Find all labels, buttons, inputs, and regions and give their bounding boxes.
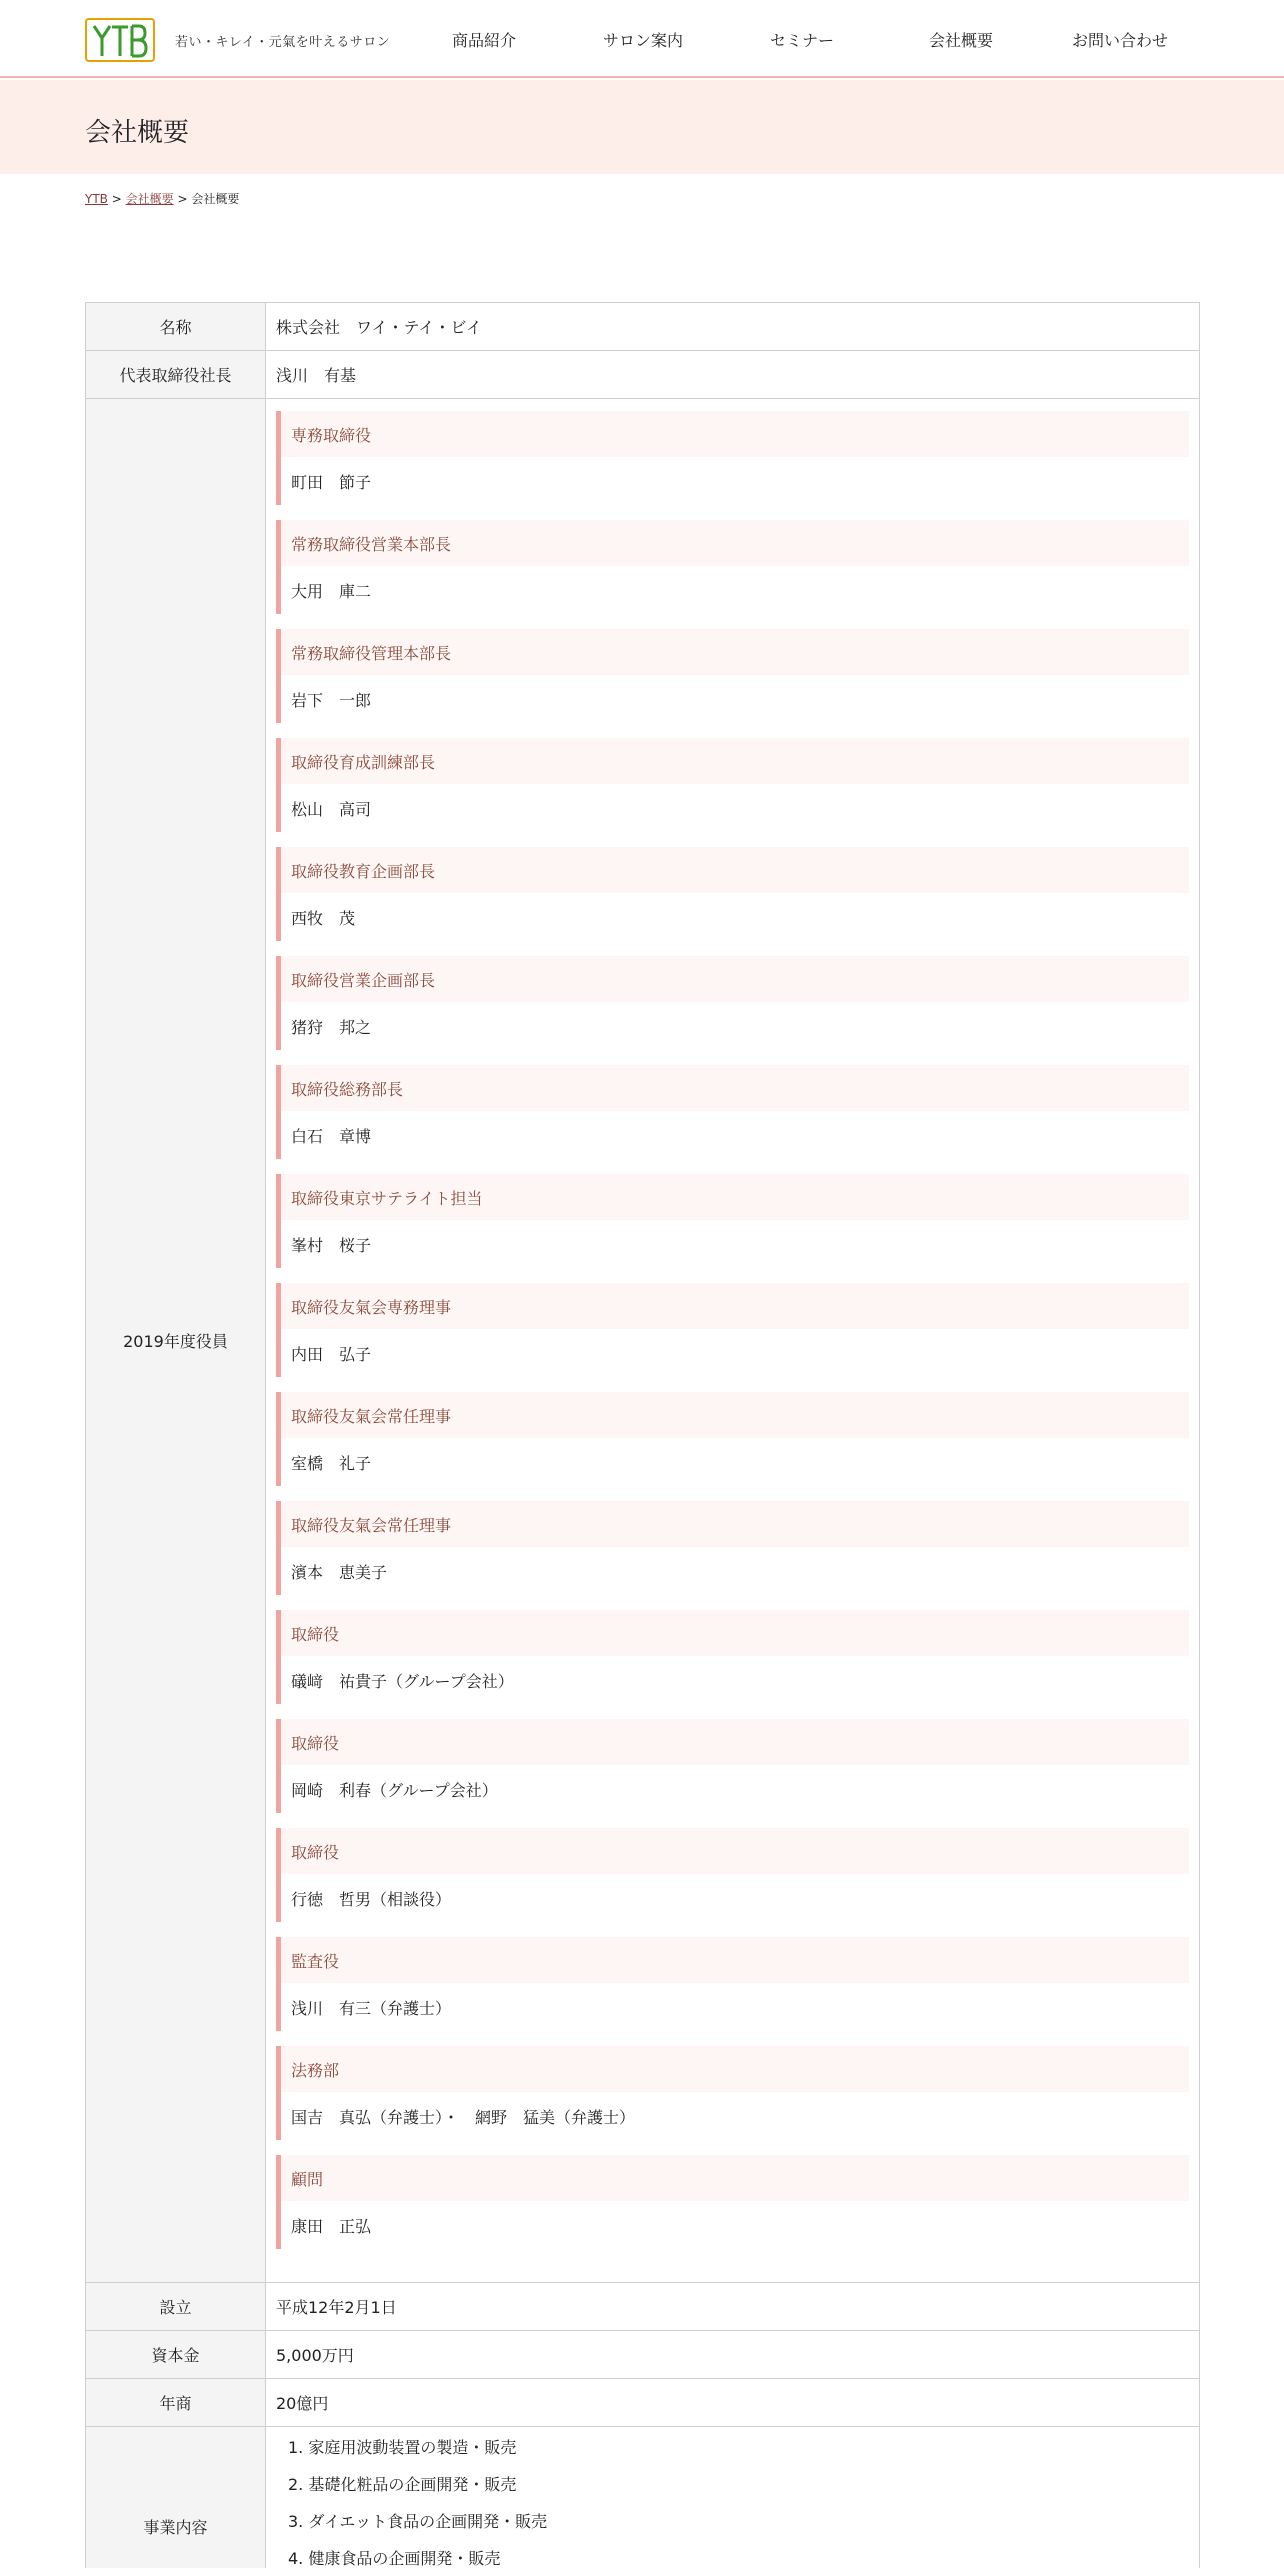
row-label-business: 事業内容: [86, 2427, 266, 2568]
officer-entry: [276, 956, 1189, 1050]
officer-role: 専務取締役: [281, 411, 1189, 457]
row-label-name: 名称: [86, 303, 266, 350]
officer-name: 行徳 哲男（相談役）: [291, 1889, 452, 1909]
officer-role: 取締役営業企画部長: [281, 956, 1189, 1002]
table-row: [86, 351, 1200, 399]
business-item: 1. 家庭用波動装置の製造・販売: [288, 2438, 517, 2457]
officer-name: 浅川 有三（弁護士）: [291, 1998, 452, 2018]
logo-mark-icon: [91, 22, 149, 58]
officer-entry: [276, 1392, 1189, 1486]
officer-role: 顧問: [281, 2155, 1189, 2201]
officer-name: 内田 弘子: [291, 1344, 372, 1364]
officer-entry: [276, 1937, 1189, 2031]
officer-name: 岩下 一郎: [291, 690, 372, 710]
officer-role: 取締役友氣会常任理事: [281, 1392, 1189, 1438]
business-item: 4. 健康食品の企画開発・販売: [288, 2549, 501, 2568]
company-name-value: 株式会社 ワイ・テイ・ビイ: [266, 303, 1200, 350]
breadcrumb-separator: >: [177, 192, 188, 206]
officer-role: 取締役育成訓練部長: [281, 738, 1189, 784]
breadcrumb-home-link[interactable]: YTB: [85, 192, 108, 206]
nav-contact[interactable]: お問い合わせ: [1072, 31, 1169, 50]
breadcrumb-parent-link[interactable]: 会社概要: [125, 192, 174, 206]
officer-role: 取締役東京サテライト担当: [281, 1174, 1189, 1220]
business-list: [266, 2427, 1200, 2568]
officer-role: 取締役教育企画部長: [281, 847, 1189, 893]
ceo-value: 浅川 有基: [266, 351, 1200, 398]
company-info-table: [85, 302, 1200, 2568]
revenue-value: 20億円: [266, 2379, 1200, 2426]
officer-entry: [276, 1065, 1189, 1159]
officer-entry: [276, 1174, 1189, 1268]
nav-products[interactable]: 商品紹介: [452, 31, 517, 50]
officer-name: 国吉 真弘（弁護士）・ 網野 猛美（弁護士）: [291, 2107, 636, 2127]
officer-role: 取締役: [281, 1610, 1189, 1656]
officer-role: 取締役: [281, 1828, 1189, 1874]
officer-name: 猪狩 邦之: [291, 1017, 372, 1037]
officer-name: 濱本 恵美子: [291, 1562, 388, 1582]
officer-name: 町田 節子: [291, 472, 372, 492]
officers-list: [266, 399, 1200, 2282]
site-header: [0, 0, 1284, 78]
officer-name: 大用 庫二: [291, 581, 372, 601]
row-label-ceo: 代表取締役社長: [86, 351, 266, 398]
officer-role: 法務部: [281, 2046, 1189, 2092]
breadcrumb-current: 会社概要: [191, 192, 240, 206]
table-row-officers: [86, 399, 1200, 2283]
officer-entry: [276, 411, 1189, 505]
officer-entry: [276, 2155, 1189, 2249]
page-title: 会社概要: [85, 118, 190, 148]
table-row: [86, 2283, 1200, 2331]
officer-name: 康田 正弘: [291, 2216, 372, 2236]
nav-salon[interactable]: サロン案内: [603, 31, 684, 50]
officer-role: 取締役友氣会常任理事: [281, 1501, 1189, 1547]
row-label-capital: 資本金: [86, 2331, 266, 2378]
page-title-band: [0, 80, 1284, 174]
officer-role: 監査役: [281, 1937, 1189, 1983]
officer-entry: [276, 1828, 1189, 1922]
officer-role: 取締役友氣会専務理事: [281, 1283, 1189, 1329]
founded-value: 平成12年2月1日: [266, 2283, 1200, 2330]
business-item: 2. 基礎化粧品の企画開発・販売: [288, 2475, 517, 2494]
officer-entry: [276, 847, 1189, 941]
site-tagline: 若い・キレイ・元氣を叶えるサロン: [175, 35, 391, 50]
officer-role: 常務取締役管理本部長: [281, 629, 1189, 675]
capital-value: 5,000万円: [266, 2331, 1200, 2378]
ytb-logo[interactable]: [85, 18, 155, 62]
officer-entry: [276, 1283, 1189, 1377]
officer-role: 取締役: [281, 1719, 1189, 1765]
breadcrumb-separator: >: [111, 192, 122, 206]
officer-role: 常務取締役営業本部長: [281, 520, 1189, 566]
officer-entry: [276, 1610, 1189, 1704]
officer-entry: [276, 2046, 1189, 2140]
officer-entry: [276, 629, 1189, 723]
officer-role: 取締役総務部長: [281, 1065, 1189, 1111]
officer-entry: [276, 520, 1189, 614]
officer-name: 岡崎 利春（グループ会社）: [291, 1780, 498, 1800]
nav-seminar[interactable]: セミナー: [770, 31, 835, 50]
officer-name: 礒﨑 祐貴子（グループ会社）: [291, 1671, 514, 1691]
breadcrumb: [85, 190, 239, 207]
officer-name: 白石 章博: [291, 1126, 372, 1146]
table-row-business: [86, 2427, 1200, 2568]
officer-entry: [276, 1719, 1189, 1813]
officer-name: 峯村 桜子: [291, 1235, 372, 1255]
table-row: [86, 303, 1200, 351]
row-label-revenue: 年商: [86, 2379, 266, 2426]
row-label-founded: 設立: [86, 2283, 266, 2330]
officer-name: 西牧 茂: [291, 908, 356, 928]
nav-company[interactable]: 会社概要: [929, 31, 994, 50]
row-label-officers: 2019年度役員: [86, 399, 266, 2282]
officer-entry: [276, 1501, 1189, 1595]
table-row: [86, 2331, 1200, 2379]
officer-name: 松山 高司: [291, 799, 372, 819]
table-row: [86, 2379, 1200, 2427]
business-item: 3. ダイエット食品の企画開発・販売: [288, 2512, 548, 2531]
officer-name: 室橋 礼子: [291, 1453, 372, 1473]
officer-entry: [276, 738, 1189, 832]
